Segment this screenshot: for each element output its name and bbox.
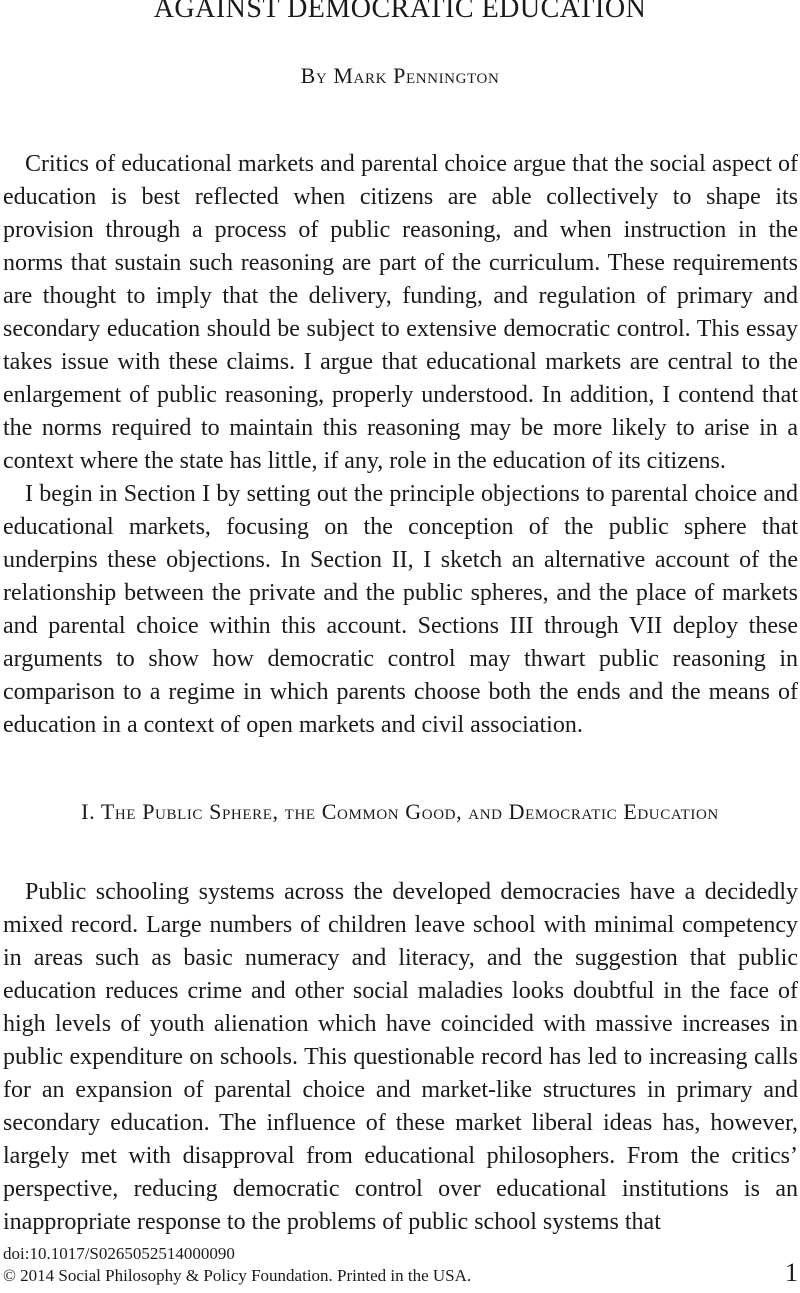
- body-paragraph: Public schooling systems across the developed democracies have a decidedly mixed record. Large numbers of children leave school with minimal competency in areas such as basic numeracy and literacy, and the suggestion that public education reduces crime and other social maladies looks doubtful in the face of high levels of youth alienation which have coincided with massive increases in public expenditure on schools. This questionable record has led to increasing calls for an expansion of parental choice and market-like structures in primary and secondary education. The influence of these market liberal ideas has, however, largely met with disapproval from educational philosophers. From the critics’ perspective, reducing democratic control over educational institutions is an inappropriate response to the problems of public school systems that: [3, 879, 798, 1235]
- doi: doi:10.1017/S0265052514000090: [3, 1244, 235, 1263]
- abstract-paragraph: I begin in Section I by setting out the principle objections to parental choice and educational markets, focusing on the conception of the public sphere that underpins these objections. In Section II, I sketch an alternative account of the relationship between the private and the public spheres, and the place of markets and parental choice within this account. Sections III through VII deploy these arguments to show how democratic control may thwart public reasoning in comparison to a regime in which parents choose both the ends and the means of education in a context of open markets and civil association.: [3, 481, 798, 738]
- abstract: [3, 148, 798, 742]
- page-number: 1: [785, 1258, 798, 1287]
- article-title: AGAINST DEMOCRATIC EDUCATION: [153, 0, 647, 24]
- copyright-notice: © 2014 Social Philosophy & Policy Foundation. Printed in the USA.: [3, 1266, 472, 1285]
- author-byline: By Mark Pennington: [300, 63, 500, 88]
- section-body: [3, 876, 798, 1239]
- abstract-paragraph: Critics of educational markets and parental choice argue that the social aspect of education is best reflected when citizens are able collectively to shape its provision through a process of public reasoning, and when instruction in the norms that sustain such reasoning are part of the curriculum. These requirements are thought to imply that the delivery, funding, and regulation of primary and secondary education should be subject to extensive democratic control. This essay takes issue with these claims. I argue that educational markets are central to the enlargement of public reasoning, properly understood. In addition, I contend that the norms required to maintain this reasoning may be more likely to arise in a context where the state has little, if any, role in the education of its citizens.: [3, 151, 798, 474]
- page-footer: [3, 1243, 798, 1287]
- section-heading: I. The Public Sphere, the Common Good, and Democratic Education: [81, 799, 719, 824]
